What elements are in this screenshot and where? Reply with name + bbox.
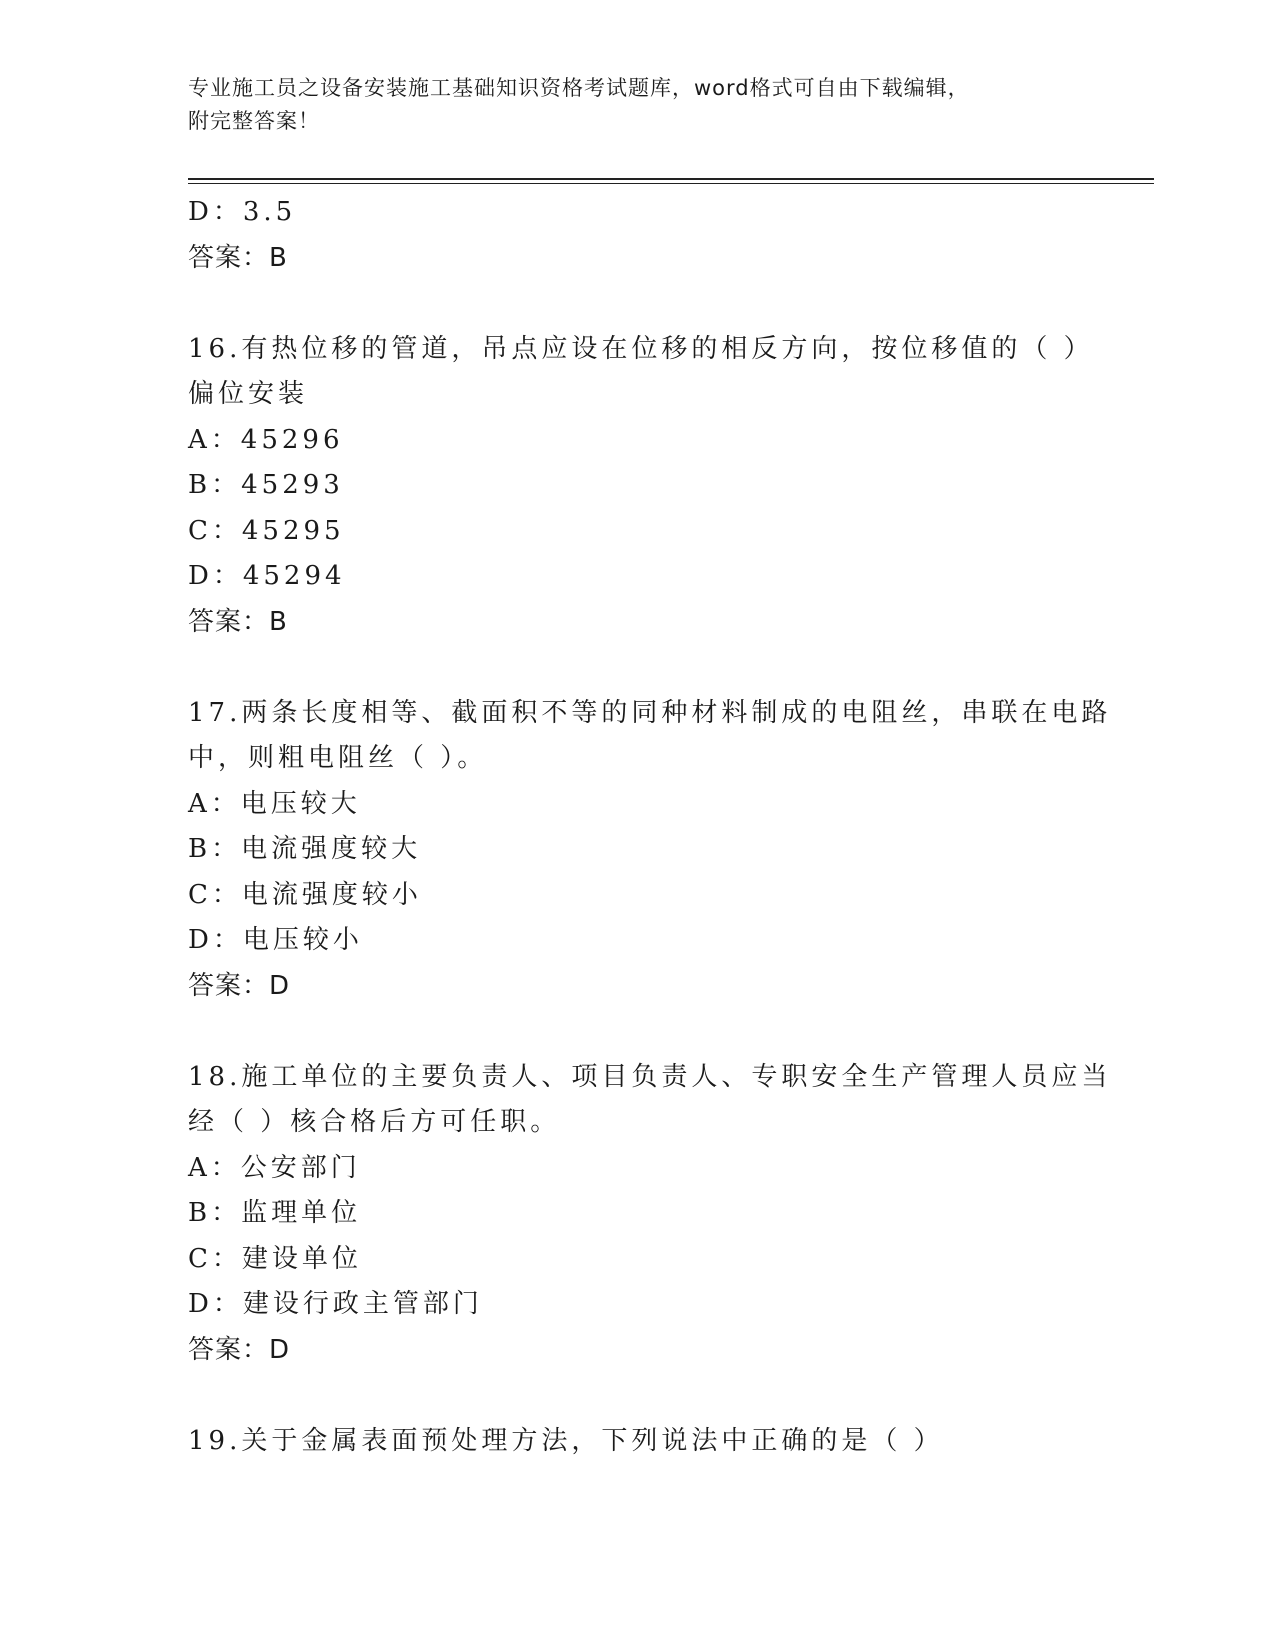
spacer bbox=[188, 645, 1088, 691]
spacer bbox=[188, 1009, 1088, 1055]
option-a: A：公安部门 bbox=[188, 1152, 361, 1183]
prev-option-d: D：3.5 bbox=[188, 197, 297, 227]
document-header bbox=[188, 72, 1088, 138]
question-18 bbox=[188, 1055, 1112, 1374]
document-body bbox=[188, 190, 1112, 1464]
question-stem: 19.关于金属表面预处理方法，下列说法中正确的是（ ） bbox=[188, 1425, 944, 1456]
option-c: C：45295 bbox=[188, 515, 345, 546]
spacer bbox=[188, 1373, 1088, 1419]
question-stem: 18.施工单位的主要负责人、项目负责人、专职安全生产管理人员应当 bbox=[188, 1061, 1112, 1092]
question-16 bbox=[188, 327, 1094, 646]
question-stem: 偏位安装 bbox=[188, 379, 309, 409]
question-stem: 17.两条长度相等、截面积不等的同种材料制成的电阻丝，串联在电路 bbox=[188, 697, 1112, 728]
answer: 答案：B bbox=[188, 606, 288, 637]
question-17 bbox=[188, 691, 1112, 1010]
option-a: A：电压较大 bbox=[188, 788, 361, 819]
option-d: D：45294 bbox=[188, 561, 346, 591]
option-a: A：45296 bbox=[188, 424, 344, 455]
question-stem: 中，则粗电阻丝（ ）。 bbox=[188, 743, 488, 773]
option-b: B：45293 bbox=[188, 470, 344, 500]
header-line-2: 附完整答案！ bbox=[188, 109, 320, 133]
option-c: C：电流强度较小 bbox=[188, 879, 422, 910]
option-d: D：电压较小 bbox=[188, 925, 363, 955]
answer: 答案：D bbox=[188, 970, 291, 1001]
question-stem: 16.有热位移的管道，吊点应设在位移的相反方向，按位移值的（ ） bbox=[188, 333, 1094, 364]
question-19 bbox=[188, 1419, 1088, 1465]
spacer bbox=[188, 281, 1088, 327]
prev-answer: 答案：B bbox=[188, 242, 288, 273]
option-b: B：监理单位 bbox=[188, 1198, 362, 1228]
header-divider-thick bbox=[188, 178, 1154, 180]
header-line-1: 专业施工员之设备安装施工基础知识资格考试题库，word格式可自由下载编辑， bbox=[188, 76, 970, 100]
answer: 答案：D bbox=[188, 1334, 291, 1365]
option-d: D：建设行政主管部门 bbox=[188, 1289, 483, 1319]
option-b: B：电流强度较大 bbox=[188, 834, 422, 864]
header-divider-thin bbox=[188, 183, 1154, 184]
question-stem: 经（ ）核合格后方可任职。 bbox=[188, 1107, 561, 1137]
option-c: C：建设单位 bbox=[188, 1243, 362, 1274]
